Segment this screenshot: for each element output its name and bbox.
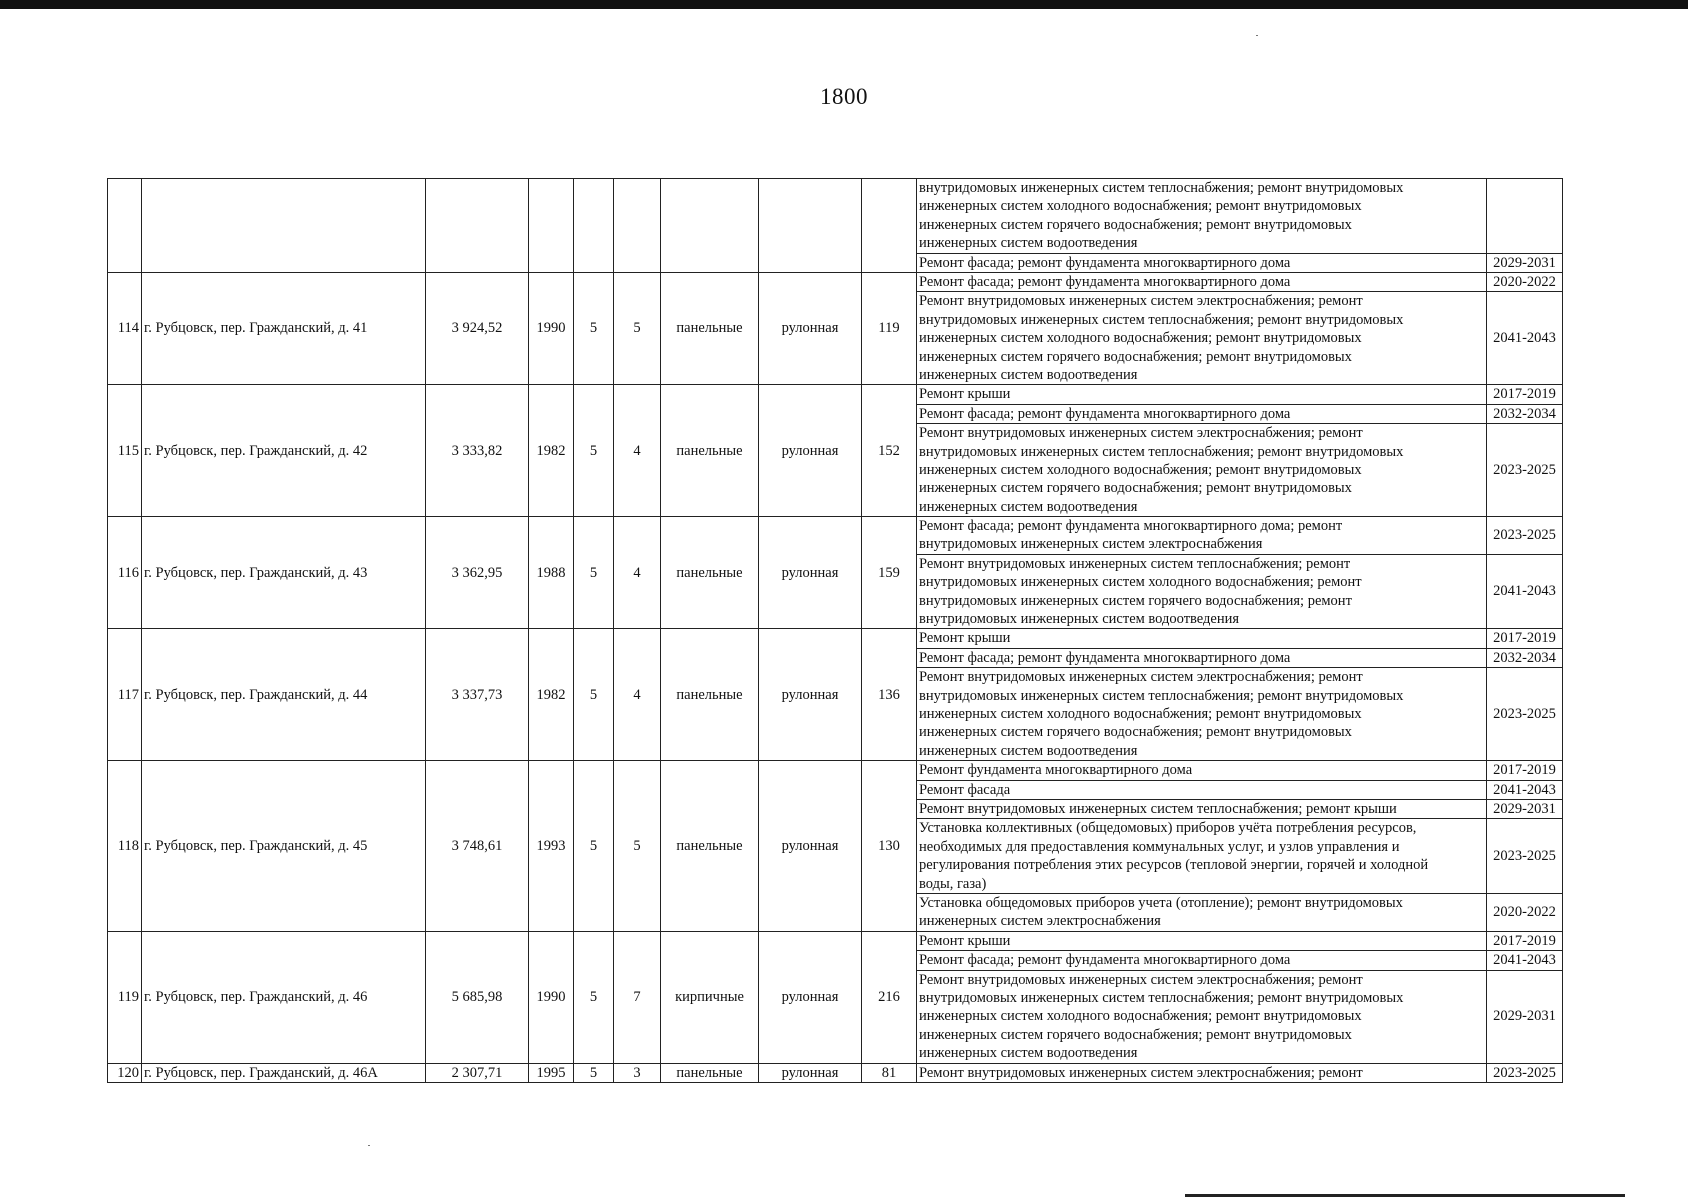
cell-residents: 136 <box>862 629 917 761</box>
work-line: инженерных систем электроснабжения <box>919 913 1161 930</box>
cell-work <box>917 970 1487 1063</box>
cell-roof: рулонная <box>759 385 862 517</box>
cell-period: 2023-2025 <box>1487 424 1563 517</box>
cell-roof: рулонная <box>759 272 862 384</box>
cell-roof <box>759 179 862 273</box>
cell-year: 1995 <box>529 1063 574 1082</box>
work-line: Ремонт фасада; ремонт фундамента многоквартирного дома <box>919 649 1291 666</box>
cell-walls: панельные <box>661 517 759 629</box>
cell-work <box>917 951 1487 970</box>
work-line: внутридомовых инженерных систем теплоснабжения; ремонт внутридомовых <box>919 989 1404 1006</box>
cell-residents: 119 <box>862 272 917 384</box>
cell-walls <box>661 179 759 273</box>
cell-address: г. Рубцовск, пер. Гражданский, д. 41 <box>142 272 426 384</box>
work-line: внутридомовых инженерных систем теплоснабжения; ремонт внутридомовых <box>919 443 1404 460</box>
scan-speck <box>368 1145 370 1146</box>
cell-roof: рулонная <box>759 931 862 1063</box>
work-line: инженерных систем холодного водоснабжения; ремонт внутридомовых <box>919 330 1362 347</box>
cell-walls: панельные <box>661 272 759 384</box>
cell-area: 3 748,61 <box>426 761 529 932</box>
cell-period: 2023-2025 <box>1487 517 1563 555</box>
cell-floors: 5 <box>574 1063 614 1082</box>
cell-year <box>529 179 574 273</box>
cell-work <box>917 629 1487 648</box>
cell-residents: 159 <box>862 517 917 629</box>
cell-work <box>917 1063 1487 1082</box>
cell-period: 2029-2031 <box>1487 800 1563 819</box>
cell-year: 1988 <box>529 517 574 629</box>
cell-floors: 5 <box>574 272 614 384</box>
cell-address: г. Рубцовск, пер. Гражданский, д. 44 <box>142 629 426 761</box>
cell-walls: панельные <box>661 629 759 761</box>
cell-floors: 5 <box>574 931 614 1063</box>
cell-area: 3 924,52 <box>426 272 529 384</box>
table-row <box>108 629 1563 648</box>
work-line: Ремонт крыши <box>919 932 1011 949</box>
cell-work <box>917 404 1487 423</box>
cell-num: 120 <box>108 1063 142 1082</box>
cell-entrances: 4 <box>614 517 661 629</box>
cell-work <box>917 179 1487 254</box>
work-line: Ремонт фасада; ремонт фундамента многоквартирного дома <box>919 405 1291 422</box>
cell-period: 2023-2025 <box>1487 1063 1563 1082</box>
cell-period: 2023-2025 <box>1487 819 1563 894</box>
work-line: Ремонт фасада; ремонт фундамента многоквартирного дома; ремонт <box>919 518 1343 535</box>
work-line: Ремонт внутридомовых инженерных систем электроснабжения; ремонт <box>919 669 1363 686</box>
work-line: регулирования потребления этих ресурсов (тепловой энергии, горячей и холодной <box>919 857 1429 874</box>
cell-work <box>917 668 1487 761</box>
work-line: Установка коллективных (общедомовых) приборов учёта потребления ресурсов, <box>919 820 1417 837</box>
cell-work <box>917 517 1487 555</box>
page-number: 1800 <box>820 84 868 109</box>
cell-area: 3 333,82 <box>426 385 529 517</box>
cell-entrances: 7 <box>614 931 661 1063</box>
cell-work <box>917 780 1487 799</box>
work-line: Ремонт внутридомовых инженерных систем электроснабжения; ремонт <box>919 293 1363 310</box>
cell-roof: рулонная <box>759 629 862 761</box>
cell-residents <box>862 179 917 273</box>
cell-num <box>108 179 142 273</box>
cell-work <box>917 819 1487 894</box>
cell-address <box>142 179 426 273</box>
cell-floors: 5 <box>574 761 614 932</box>
work-line: инженерных систем холодного водоснабжения; ремонт внутридомовых <box>919 1008 1362 1025</box>
cell-walls: панельные <box>661 761 759 932</box>
table-row <box>108 1063 1563 1082</box>
table-row <box>108 385 1563 404</box>
cell-area: 5 685,98 <box>426 931 529 1063</box>
work-line: внутридомовых инженерных систем холодного водоснабжения; ремонт <box>919 574 1362 591</box>
work-line: инженерных систем горячего водоснабжения; ремонт внутридомовых <box>919 348 1352 365</box>
cell-walls: панельные <box>661 1063 759 1082</box>
cell-work <box>917 385 1487 404</box>
work-line: инженерных систем водоотведения <box>919 366 1138 383</box>
scan-top-edge <box>0 0 1688 9</box>
cell-residents: 216 <box>862 931 917 1063</box>
cell-walls: панельные <box>661 385 759 517</box>
work-line: Ремонт крыши <box>919 386 1011 403</box>
cell-address: г. Рубцовск, пер. Гражданский, д. 45 <box>142 761 426 932</box>
cell-area: 3 337,73 <box>426 629 529 761</box>
work-line: необходимых для предоставления коммунальных услуг, и узлов управления и <box>919 838 1400 855</box>
work-line: инженерных систем водоотведения <box>919 498 1138 515</box>
cell-work <box>917 424 1487 517</box>
cell-residents: 81 <box>862 1063 917 1082</box>
cell-year: 1982 <box>529 629 574 761</box>
work-line: инженерных систем холодного водоснабжения; ремонт внутридомовых <box>919 198 1362 215</box>
work-line: внутридомовых инженерных систем теплоснабжения; ремонт внутридомовых <box>919 687 1404 704</box>
work-line: инженерных систем водоотведения <box>919 235 1138 252</box>
work-line: внутридомовых инженерных систем горячего водоснабжения; ремонт <box>919 592 1352 609</box>
work-line: Ремонт внутридомовых инженерных систем теплоснабжения; ремонт <box>919 555 1351 572</box>
cell-period: 2020-2022 <box>1487 893 1563 931</box>
work-line: инженерных систем водоотведения <box>919 742 1138 759</box>
work-line: Ремонт фасада; ремонт фундамента многоквартирного дома <box>919 273 1291 290</box>
table-row <box>108 517 1563 555</box>
work-line: инженерных систем водоотведения <box>919 1045 1138 1062</box>
work-line: Ремонт фасада; ремонт фундамента многоквартирного дома <box>919 254 1291 271</box>
table-row <box>108 179 1563 254</box>
cell-work <box>917 931 1487 950</box>
table-row <box>108 931 1563 950</box>
cell-period: 2017-2019 <box>1487 629 1563 648</box>
work-line: инженерных систем холодного водоснабжения; ремонт внутридомовых <box>919 461 1362 478</box>
work-line: Установка общедомовых приборов учета (отопление); ремонт внутридомовых <box>919 894 1403 911</box>
cell-num: 118 <box>108 761 142 932</box>
cell-work <box>917 272 1487 291</box>
table-row <box>108 761 1563 780</box>
work-line: Ремонт фундамента многоквартирного дома <box>919 762 1193 779</box>
work-line: Ремонт внутридомовых инженерных систем электроснабжения; ремонт <box>919 425 1363 442</box>
cell-num: 114 <box>108 272 142 384</box>
cell-entrances: 4 <box>614 629 661 761</box>
cell-residents: 130 <box>862 761 917 932</box>
work-line: внутридомовых инженерных систем теплоснабжения; ремонт внутридомовых <box>919 180 1404 196</box>
cell-floors: 5 <box>574 385 614 517</box>
cell-work <box>917 253 1487 272</box>
cell-work <box>917 893 1487 931</box>
work-line: внутридомовых инженерных систем водоотведения <box>919 611 1240 628</box>
work-line: Ремонт внутридомовых инженерных систем электроснабжения; ремонт <box>919 1064 1363 1081</box>
cell-entrances: 5 <box>614 761 661 932</box>
cell-period: 2017-2019 <box>1487 931 1563 950</box>
cell-roof: рулонная <box>759 517 862 629</box>
work-line: инженерных систем горячего водоснабжения; ремонт внутридомовых <box>919 216 1352 233</box>
cell-entrances: 5 <box>614 272 661 384</box>
cell-work <box>917 554 1487 629</box>
cell-period: 2029-2031 <box>1487 970 1563 1063</box>
work-line: Ремонт внутридомовых инженерных систем теплоснабжения; ремонт крыши <box>919 801 1397 818</box>
cell-work <box>917 292 1487 385</box>
work-line: Ремонт фасада <box>919 781 1011 798</box>
cell-num: 115 <box>108 385 142 517</box>
cell-area: 3 362,95 <box>426 517 529 629</box>
work-line: инженерных систем горячего водоснабжения; ремонт внутридомовых <box>919 724 1352 741</box>
cell-year: 1990 <box>529 272 574 384</box>
cell-work <box>917 761 1487 780</box>
cell-period: 2041-2043 <box>1487 780 1563 799</box>
cell-address: г. Рубцовск, пер. Гражданский, д. 42 <box>142 385 426 517</box>
cell-num: 116 <box>108 517 142 629</box>
cell-entrances: 4 <box>614 385 661 517</box>
cell-area: 2 307,71 <box>426 1063 529 1082</box>
cell-period: 2041-2043 <box>1487 292 1563 385</box>
work-line: Ремонт крыши <box>919 630 1011 647</box>
cell-period: 2041-2043 <box>1487 951 1563 970</box>
cell-floors: 5 <box>574 517 614 629</box>
cell-period: 2032-2034 <box>1487 648 1563 667</box>
cell-period: 2032-2034 <box>1487 404 1563 423</box>
work-line: воды, газа) <box>919 875 987 892</box>
cell-period: 2020-2022 <box>1487 272 1563 291</box>
work-line: инженерных систем горячего водоснабжения; ремонт внутридомовых <box>919 480 1352 497</box>
work-line: инженерных систем горячего водоснабжения; ремонт внутридомовых <box>919 1026 1352 1043</box>
cell-work <box>917 648 1487 667</box>
table-body <box>108 179 1563 1083</box>
work-line: Ремонт фасада; ремонт фундамента многоквартирного дома <box>919 952 1291 969</box>
table-row <box>108 272 1563 291</box>
cell-period: 2041-2043 <box>1487 554 1563 629</box>
cell-period: 2017-2019 <box>1487 761 1563 780</box>
cell-walls: кирпичные <box>661 931 759 1063</box>
cell-address: г. Рубцовск, пер. Гражданский, д. 46 <box>142 931 426 1063</box>
cell-roof: рулонная <box>759 761 862 932</box>
cell-area <box>426 179 529 273</box>
cell-num: 119 <box>108 931 142 1063</box>
cell-floors <box>574 179 614 273</box>
cell-year: 1993 <box>529 761 574 932</box>
cell-num: 117 <box>108 629 142 761</box>
cell-period: 2017-2019 <box>1487 385 1563 404</box>
work-line: внутридомовых инженерных систем электроснабжения <box>919 536 1263 553</box>
scan-bottom-edge <box>1185 1194 1625 1197</box>
cell-period <box>1487 179 1563 254</box>
cell-year: 1982 <box>529 385 574 517</box>
cell-roof: рулонная <box>759 1063 862 1082</box>
cell-floors: 5 <box>574 629 614 761</box>
cell-entrances: 3 <box>614 1063 661 1082</box>
cell-address: г. Рубцовск, пер. Гражданский, д. 46А <box>142 1063 426 1082</box>
cell-year: 1990 <box>529 931 574 1063</box>
cell-work <box>917 800 1487 819</box>
work-line: Ремонт внутридомовых инженерных систем электроснабжения; ремонт <box>919 971 1363 988</box>
housing-repair-table <box>107 178 1563 1083</box>
work-line: инженерных систем холодного водоснабжения; ремонт внутридомовых <box>919 706 1362 723</box>
cell-period: 2023-2025 <box>1487 668 1563 761</box>
cell-entrances <box>614 179 661 273</box>
cell-period: 2029-2031 <box>1487 253 1563 272</box>
cell-address: г. Рубцовск, пер. Гражданский, д. 43 <box>142 517 426 629</box>
work-line: внутридомовых инженерных систем теплоснабжения; ремонт внутридомовых <box>919 311 1404 328</box>
cell-residents: 152 <box>862 385 917 517</box>
scan-speck <box>1256 35 1258 36</box>
